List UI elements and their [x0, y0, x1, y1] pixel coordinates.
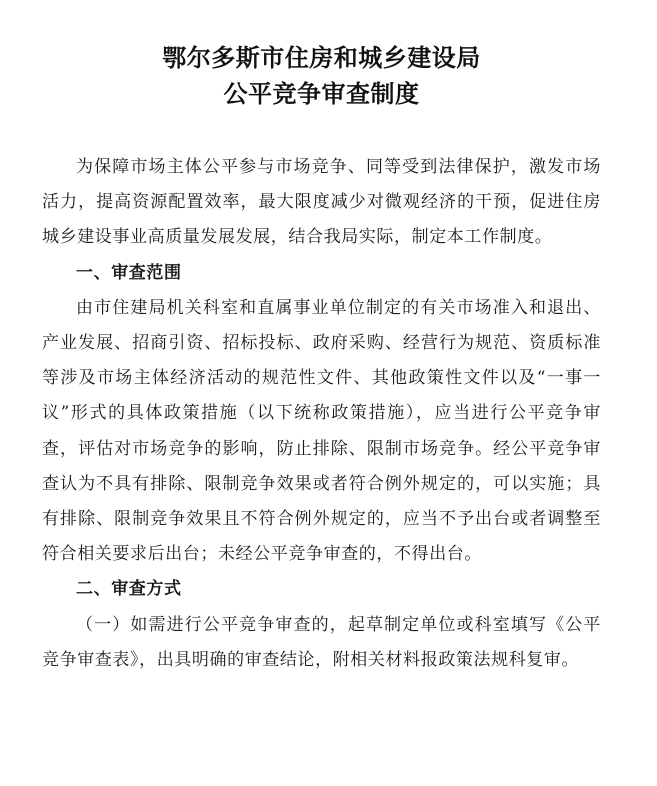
method-item-1-paragraph: （一）如需进行公平竞争审查的，起草制定单位或科室填写《公平竞争审查表》，出具明确的审查结论，附相关材料报政策法规科复审。	[42, 614, 601, 670]
document-title	[42, 40, 601, 112]
section-heading-method: 二、审查方式	[76, 579, 182, 600]
section-heading-scope: 一、审查范围	[76, 262, 182, 283]
scope-paragraph: 由市住建局机关科室和直属事业单位制定的有关市场准入和退出、产业发展、招商引资、招标投标、政府采购、经营行为规范、资质标准等涉及市场主体经济活动的规范性文件、其他政策性文件以及“一事一议”形式的具体政策措施（以下统称政策措施），应当进行公平竞争审查，评估对市场竞争的影响，防止排除、限制市场竞争。经公平竞争审查认为不具有排除、限制竞争效果或者符合例外规定的，可以实施；具有排除、限制竞争效果且不符合例外规定的，应当不予出台或者调整至符合相关要求后出台；未经公平竞争审查的，不得出台。	[42, 297, 601, 565]
title-line-subject: 公平竞争审查制度	[223, 80, 420, 108]
title-line-agency: 鄂尔多斯市住房和城乡建设局	[162, 44, 481, 72]
intro-paragraph: 为保障市场主体公平参与市场竞争、同等受到法律保护，激发市场活力，提高资源配置效率，最大限度减少对微观经济的干预，促进住房城乡建设事业高质量发展发展，结合我局实际，制定本工作制度。	[42, 157, 601, 248]
